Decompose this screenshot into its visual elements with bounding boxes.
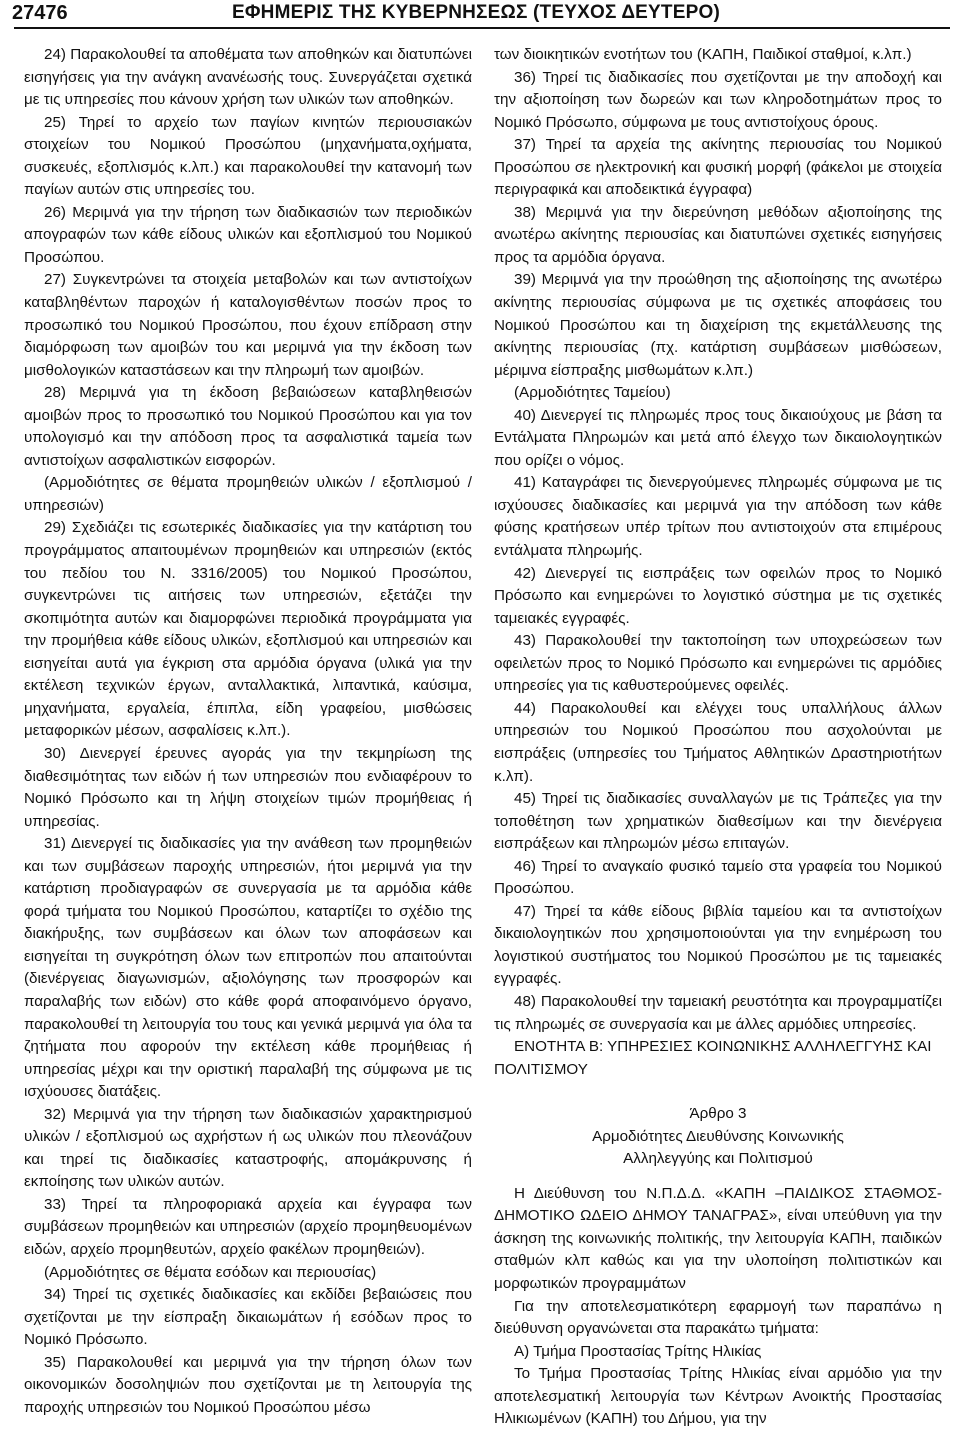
paragraph-48: 48) Παρακολουθεί την ταμειακή ρευστότητα και προγραμματίζει τις πληρωμές σε συνεργασία και με άλλες αρμόδιες υπηρεσίες. <box>494 992 942 1033</box>
spacer <box>494 1171 942 1183</box>
paragraph-27: 27) Συγκεντρώνει τα στοιχεία μεταβολών και των αντιστοίχων καταβληθέντων παροχών ή καταλογισθέντων ποσών προς το προσωπικό του Νομικού Προσώπου, που έχουν επίδραση στην διαμόρφωση των αμοιβών του και μεριμνά για την έκδοση των μισθολογικών καταστάσεων και την πληρωμή των αμοιβών. <box>24 271 472 379</box>
paragraph-33: 33) Τηρεί τα πληροφοριακά αρχεία και έγγραφα των συμβάσεων προμηθειών και υπηρεσιών (αρχείο προμηθευομένων ειδών, αρχείο προμηθευτών, αρχείο φακέλων προμηθειών). <box>24 1195 472 1258</box>
paragraph-38: 38) Μεριμνά για την διερεύνηση μεθόδων αξιοποίησης της ανωτέρω ακίνητης περιουσίας και διατυπώνει σχετικές εισηγήσεις προς τα αρμόδια όργανα. <box>494 203 942 266</box>
subheading-revenue: (Αρμοδιότητες σε θέματα εσόδων και περιουσίας) <box>44 1263 377 1281</box>
paragraph-30: 30) Διενεργεί έρευνες αγοράς για την τεκμηρίωση της διαθεσιμότητας των ειδών ή των υπηρεσιών που ενδιαφέρουν το Νομικό Πρόσωπο και τη λήψη στοιχείων τιμών προμήθειας ή υπηρεσίας. <box>24 744 472 830</box>
paragraph-44: 44) Παρακολουθεί και ελέγχει τους υπαλλήλους άλλων υπηρεσιών του Νομικού Προσώπου που ασχολούνται με εισπράξεις (υπηρεσίες του Τμήματος Αθλητικών Δραστηριοτήτων κ.λπ). <box>494 699 942 785</box>
paragraph-39: 39) Μεριμνά για την προώθηση της αξιοποίησης της ανωτέρω ακίνητης περιουσίας σύμφωνα με τις σχετικές αποφάσεις του Νομικού Προσώπου και τη διαχείριση της εκμετάλλευσης της ακίνητης περιουσίας (πχ. κατάρτιση συμβάσεων μισθώσεων, μέριμνα είσπραξης μισθωμάτων κ.λπ.) <box>494 271 942 379</box>
paragraph-41: 41) Καταγράφει τις διενεργούμενες πληρωμές σύμφωνα με τις ισχύουσες διαδικασίες και μεριμνά για την απόδοση των κάθε φύσης κρατήσεων υπέρ τρίτων που αντιστοιχούν στα επιμέρους εντάλματα πληρωμής. <box>494 474 942 560</box>
journal-title: ΕΦΗΜΕΡΙΣ ΤΗΣ ΚΥΒΕΡΝΗΣΕΩΣ (ΤΕΥΧΟΣ ΔΕΥΤΕΡΟ) <box>232 2 720 23</box>
paragraph-47: 47) Τηρεί τα κάθε είδους βιβλία ταμείου και τα αντιστοίχων δικαιολογητικών που χρησιμοποιούνται για την ενημέρωση του λογιστικού συστήματος του Νομικού Προσώπου με τις ταμειακές εγγραφές. <box>494 902 942 988</box>
paragraph-34: 34) Τηρεί τις σχετικές διαδικασίες και εκδίδει βεβαιώσεις που σχετίζονται με την είσπραξη δικαιωμάτων ή εσόδων προς το Νομικό Πρόσωπο. <box>24 1286 472 1349</box>
paragraph-35: 35) Παρακολουθεί και μεριμνά για την τήρηση όλων των οικονομικών δοσοληψιών που σχετίζονται με τη λειτουργία της παροχής υπηρεσιών του Νομικού Προσώπου μέσω <box>24 1353 472 1416</box>
paragraph-organisation: Για την αποτελεσματικότερη εφαρμογή των παραπάνω η διεύθυνση οργανώνεται στα παρακάτω τμήματα: <box>494 1297 942 1338</box>
page-number: 27476 <box>12 2 68 24</box>
paragraph-elderly-department: Το Τμήμα Προστασίας Τρίτης Ηλικίας είναι αρμόδιο για την αποτελεσματική λειτουργία των Κέντρων Ανοικτής Προστασίας Ηλικιωμένων (ΚΑΠΗ) του Δήμου, για την <box>494 1365 942 1428</box>
paragraph-31: 31) Διενεργεί τις διαδικασίες για την ανάθεση των προμηθειών και των συμβάσεων παροχής υπηρεσιών, ήτοι μεριμνά για την κατάρτιση προδιαγραφών σε συνεργασία με τα αρμόδια κάθε φορά τμήματα του Νομικού Προσώπου, καταρτίζει το σχέδιο της διακήρυξης, των συμβάσεων και όλων των αποφάσεων και εισηγείται τη συγκρότηση όλων των επιτροπών που απαιτούνται (διενέργειας διαγωνισμών, αξιολόγησης των προσφορών και παραλαβής των ειδών) στο κάθε φορά αποφαινόμενο όργανο, παρακολουθεί τη λειτουργία του τους και γενικά μεριμνά για όλα τα ζητήματα που αφορούν την εκτέλεση κάθε προμήθειας ή υπηρεσίας μέχρι και την οριστική παραλαβή της σύμφωνα με τις ισχύουσες διατάξεις. <box>24 835 472 1101</box>
subheading-procurement: (Αρμοδιότητες σε θέματα προμηθειών υλικών / εξοπλισμού / υπηρεσιών) <box>24 474 472 514</box>
subheading-elderly-department: Α) Τμήμα Προστασίας Τρίτης Ηλικίας <box>514 1342 762 1360</box>
spacer <box>494 1081 942 1103</box>
page-header <box>0 0 960 30</box>
subheading-treasury: (Αρμοδιότητες Ταμείου) <box>514 384 671 402</box>
right-column <box>494 44 942 1431</box>
paragraph-40: 40) Διενεργεί τις πληρωμές προς τους δικαιούχους με βάση τα Εντάλματα Πληρωμών και μετά από έλεγχο των δικαιολογητικών που ορίζει ο νόμος. <box>494 406 942 469</box>
article-title-line-1: Αρμοδιότητες Διευθύνσης Κοινωνικής <box>592 1127 844 1145</box>
paragraph-43: 43) Παρακολουθεί την τακτοποίηση των υποχρεώσεων των οφειλετών προς το Νομικό Πρόσωπο και ενημερώνει τις αρμόδιες υπηρεσίες για τις καθυστερούμενες οφειλές. <box>494 632 942 695</box>
paragraph-25: 25) Τηρεί το αρχείο των παγίων κινητών περιουσιακών στοιχείων του Νομικού Προσώπου (μηχανήματα,οχήματα, συσκευές, εξοπλισμός κ.λπ.) και παρακολουθεί την κατανομή των παγίων αυτών στις υπηρεσίες του. <box>24 113 472 199</box>
section-heading: ΕΝΟΤΗΤΑ Β: ΥΠΗΡΕΣΙΕΣ ΚΟΙΝΩΝΙΚΗΣ ΑΛΛΗΛΕΓΓΥΗΣ ΚΑΙ ΠΟΛΙΤΙΣΜΟΥ <box>494 1038 932 1078</box>
paragraph-35-continued: των διοικητικών ενοτήτων του (ΚΑΠΗ, Παιδικοί σταθμοί, κ.λπ.) <box>494 46 912 63</box>
paragraph-46: 46) Τηρεί το αναγκαίο φυσικό ταμείο στα γραφεία του Νομικού Προσώπου. <box>494 857 942 898</box>
paragraph-36: 36) Τηρεί τις διαδικασίες που σχετίζονται με την αποδοχή και την αξιοποίηση των δωρεών και των κληροδοτημάτων προς το Νομικό Πρόσωπο, σύμφωνα με τους αντιστοίχους όρους. <box>494 68 942 131</box>
paragraph-26: 26) Μεριμνά για την τήρηση των διαδικασιών των περιοδικών απογραφών των κάθε είδους υλικών και εξοπλισμού του Νομικού Προσώπου. <box>24 203 472 266</box>
paragraph-29: 29) Σχεδιάζει τις εσωτερικές διαδικασίες για την κατάρτιση του προγράμματος απαιτουμένων προμηθειών και υπηρεσιών (εκτός του πεδίου του Ν. 3316/2005) του Νομικού Προσώπου, συγκεντρώνει τις αιτήσεις των υπηρεσιών, εξετάζει την σκοπιμότητα αυτών και διαμορφώνει περιοδικά προγράμματα για την προμήθεια κάθε είδους υλικών, εξοπλισμού και υπηρεσιών και εισηγείται αυτά για έγκριση στα αρμόδια όργανα (υλικά για την εκτέλεση τεχνικών έργων, ανταλλακτικά, λιπαντικά, καύσιμα, μηχανήματα, εργαλεία, έπιπλα, είδη γραφείου, μισθώσεις μεταφορικών μέσων, ασφαλίσεις κ.λπ.). <box>24 519 472 740</box>
paragraph-42: 42) Διενεργεί τις εισπράξεις των οφειλών προς το Νομικό Πρόσωπο και ενημερώνει το λογιστικό σύστημα με τις σχετικές ταμειακές εγγραφές. <box>494 564 942 627</box>
paragraph-37: 37) Τηρεί τα αρχεία της ακίνητης περιουσίας του Νομικού Προσώπου σε ηλεκτρονική και φυσική μορφή (φάκελοι με στοιχεία περιγραφικά και αποδεικτικά έγγραφα) <box>494 136 942 199</box>
paragraph-24: 24) Παρακολουθεί τα αποθέματα των αποθηκών και διατυπώνει εισηγήσεις για την ανάγκη ανανέωσής τους. Συνεργάζεται σχετικά με τις υπηρεσίες που κάνουν χρήση των υλικών των αποθηκών. <box>24 46 472 109</box>
paragraph-45: 45) Τηρεί τις διαδικασίες συναλλαγών με τις Τράπεζες για την τοποθέτηση των χρηματικών διαθεσίμων και την διενέργεια εισπράξεων και πληρωμών μέσω επιταγών. <box>494 790 942 853</box>
paragraph-directorate: Η Διεύθυνση του Ν.Π.Δ.Δ. «ΚΑΠΗ –ΠΑΙΔΙΚΟΣ ΣΤΑΘΜΟΣ-ΔΗΜΟΤΙΚΟ ΩΔΕΙΟ ΔΗΜΟΥ ΤΑΝΑΓΡΑΣ», είναι υπεύθυνη για την άσκηση της κοινωνικής πολιτικής, την λειτουργία ΚΑΠΗ, παιδικών σταθμών κλπ καθώς και για την υλοποίηση πολιτιστικών και μορφωτικών προγραμμάτων <box>494 1184 942 1292</box>
article-number: Άρθρο 3 <box>689 1105 747 1123</box>
left-column <box>24 44 472 1419</box>
article-title-line-2: Αλληλεγγύης και Πολιτισμού <box>623 1150 813 1168</box>
paragraph-32: 32) Μεριμνά για την τήρηση των διαδικασιών χαρακτηρισμού υλικών / εξοπλισμού ως αχρήστων ή ως υλικών που πλεονάζουν και τηρεί τις διαδικασίες καταστροφής, απομάκρυνσης ή εκποίησης των υλικών αυτών. <box>24 1105 472 1191</box>
header-rule <box>14 27 950 29</box>
paragraph-28: 28) Μεριμνά για τη έκδοση βεβαιώσεων καταβληθεισών αμοιβών προς το προσωπικό του Νομικού Προσώπου και για τον υπολογισμό και την απόδοση προς τα ασφαλιστικά ταμεία των αντιστοίχων ασφαλιστικών εισφορών. <box>24 384 472 469</box>
